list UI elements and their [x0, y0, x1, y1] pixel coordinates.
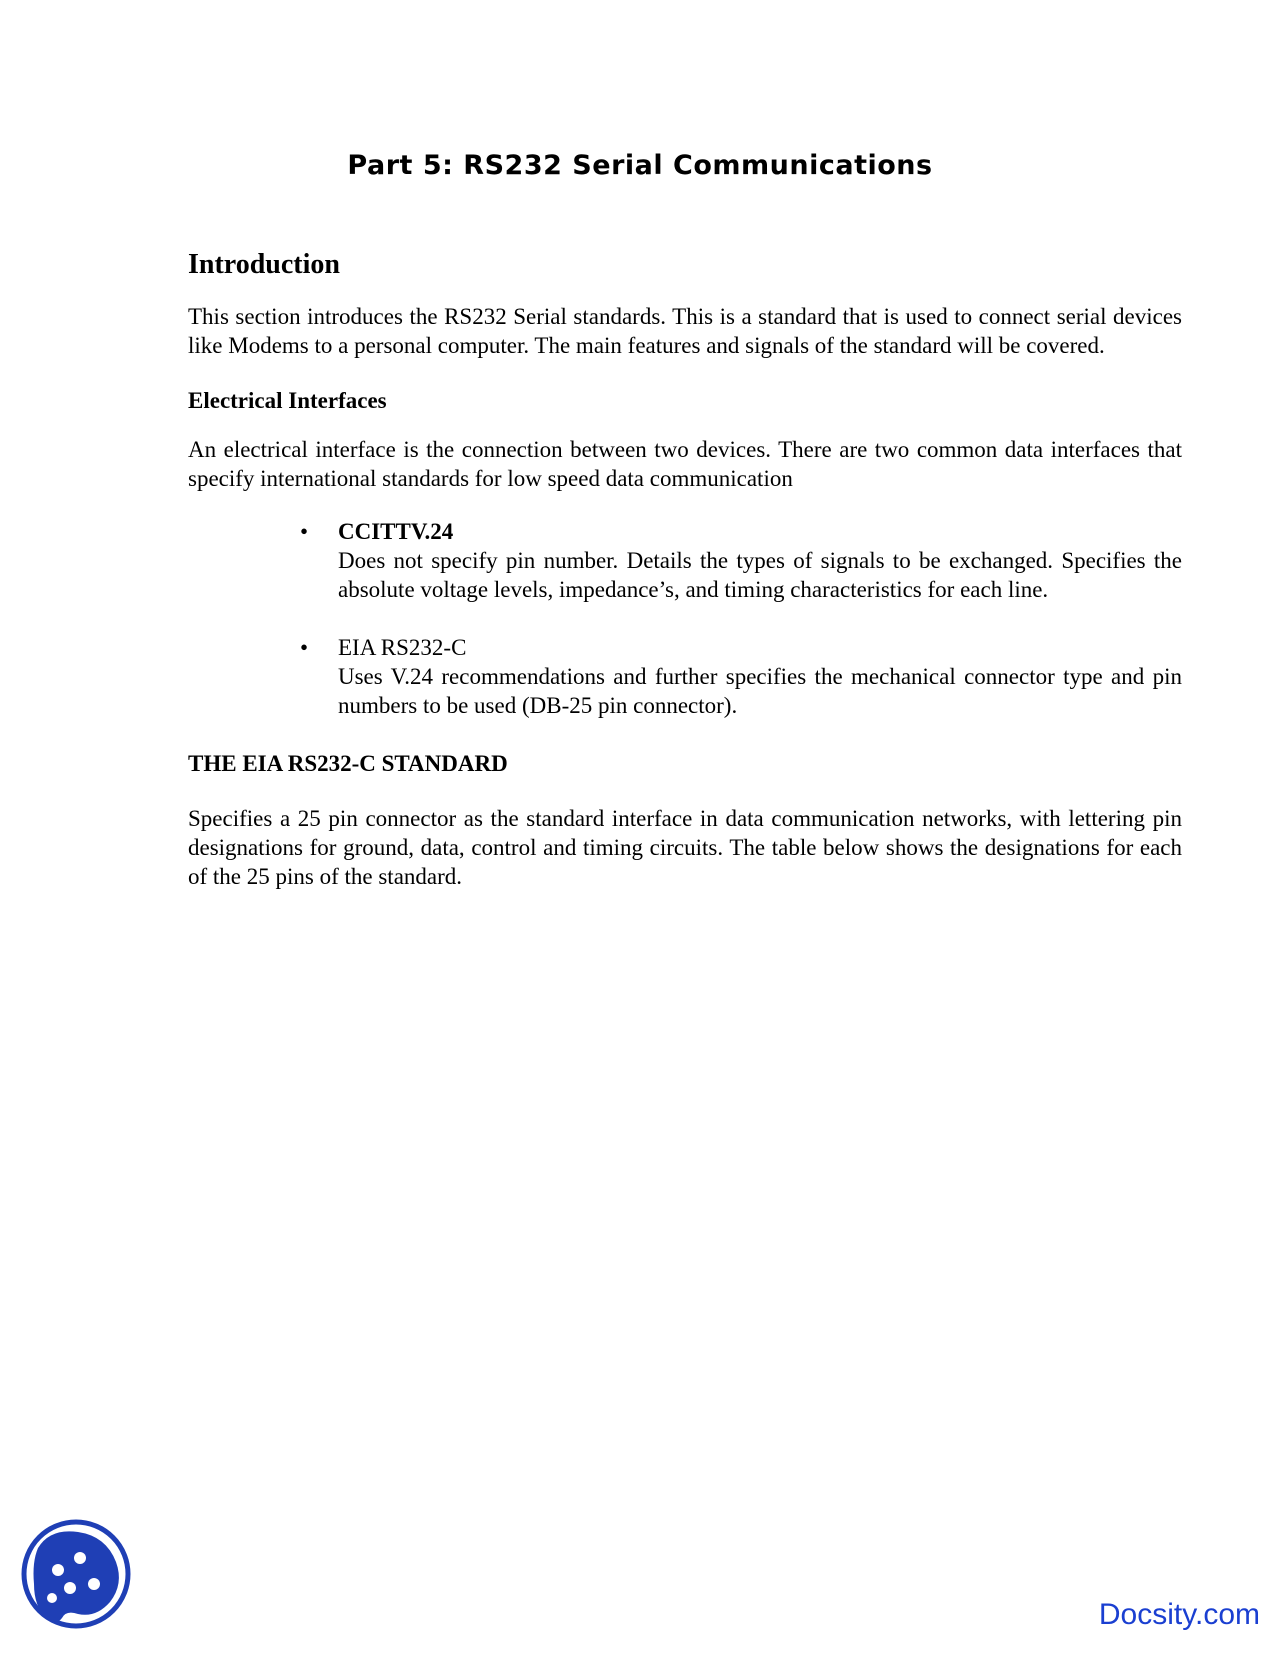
docsity-logo-icon	[20, 1518, 132, 1630]
list-item-description: Does not specify pin number. Details the types of signals to be exchanged. Specifies the absolute voltage levels, impedance’s, and timing characteristics for each line.	[338, 548, 1182, 602]
eia-standard-heading: THE EIA RS232-C STANDARD	[188, 751, 508, 776]
list-item-description: Uses V.24 recommendations and further specifies the mechanical connector type and pin numbers to be used (DB-25 pin connector).	[338, 664, 1182, 718]
list-item-ccitt-v24	[300, 517, 1182, 604]
eia-standard-paragraph: Specifies a 25 pin connector as the standard interface in data communication networks, with lettering pin designations for ground, data, control and timing circuits. The table below shows the designations for each of the 25 pins of the standard.	[188, 806, 1182, 889]
interface-standards-list	[188, 517, 1182, 720]
electrical-interfaces-paragraph: An electrical interface is the connection between two devices. There are two common data interfaces that specify international standards for low speed data communication	[188, 437, 1182, 491]
list-item-eia-rs232c	[300, 633, 1182, 720]
introduction-paragraph: This section introduces the RS232 Serial standards. This is a standard that is used to connect serial devices like Modems to a personal computer. The main features and signals of the standard will be covered.	[188, 304, 1182, 358]
document-body	[188, 248, 1182, 891]
list-item-title: EIA RS232-C	[338, 635, 467, 660]
bullet-icon: •	[300, 519, 309, 544]
bullet-icon: •	[300, 635, 309, 660]
document-title: Part 5: RS232 Serial Communications	[347, 150, 933, 181]
docsity-brand-link[interactable]: Docsity.com	[1098, 1598, 1260, 1631]
list-item-title: CCITTV.24	[338, 519, 454, 544]
introduction-heading: Introduction	[188, 249, 340, 280]
electrical-interfaces-heading: Electrical Interfaces	[188, 388, 387, 413]
